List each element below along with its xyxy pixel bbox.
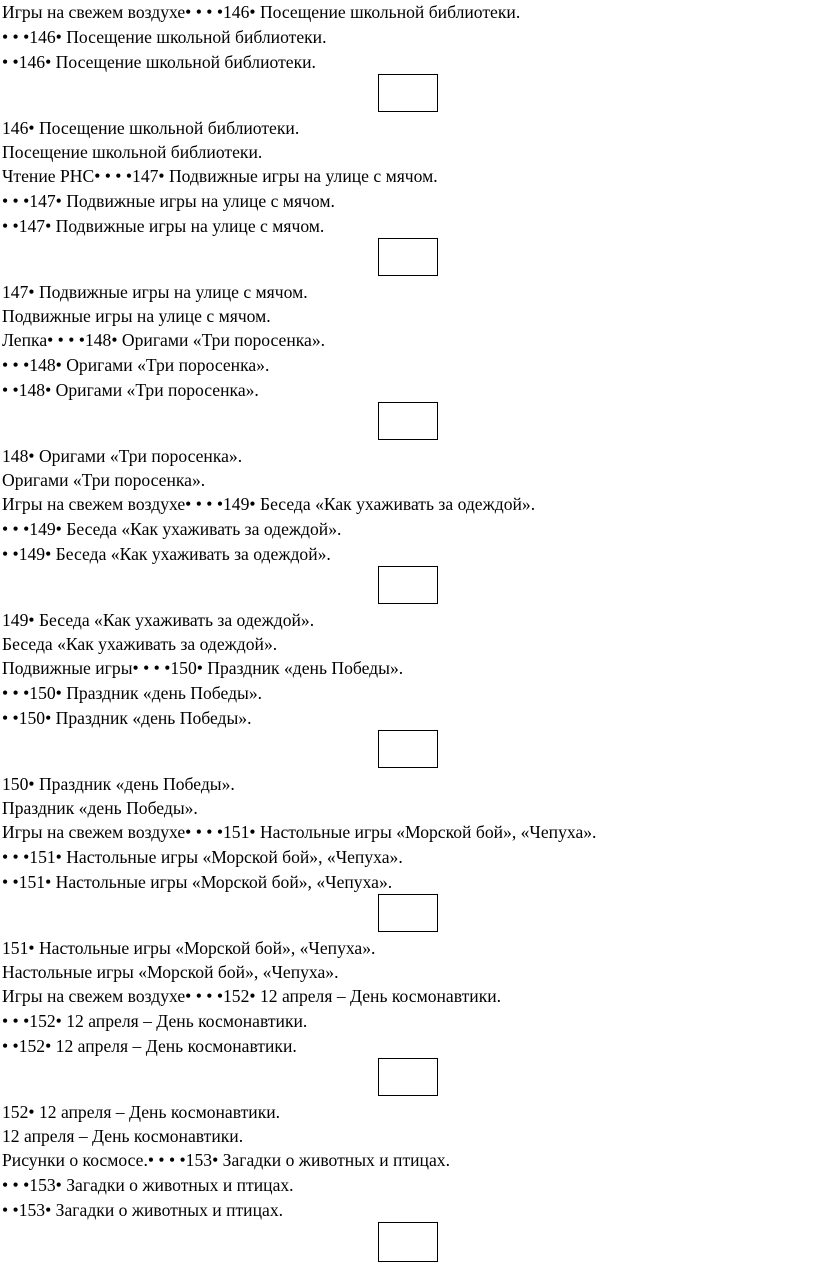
doc-block <box>2 118 814 288</box>
empty-box <box>378 566 438 604</box>
text-line: • • •147• Подвижные игры на улице с мячом. <box>2 191 335 211</box>
text-line: • • •149• Беседа «Как ухаживать за одеждой». <box>2 519 342 539</box>
doc-block <box>2 774 814 944</box>
text-line: 150• Праздник «день Победы». <box>2 774 235 794</box>
doc-block <box>2 0 814 124</box>
text-line: • • •152• 12 апреля – День космонавтики. <box>2 1011 308 1031</box>
text-line: Игры на свежем воздухе• • • •151• Настольные игры «Морской бой», «Чепуха». <box>2 822 597 842</box>
doc-block <box>2 938 814 1108</box>
empty-box <box>378 238 438 276</box>
empty-box <box>378 894 438 932</box>
doc-block <box>2 610 814 780</box>
text-line: Лепка• • • •148• Оригами «Три поросенка». <box>2 330 326 350</box>
text-line: • • •146• Посещение школьной библиотеки. <box>2 27 327 47</box>
text-line: Игры на свежем воздухе• • • •152• 12 апреля – День космонавтики. <box>2 986 502 1006</box>
text-line: Беседа «Как ухаживать за одеждой». <box>2 634 278 654</box>
empty-box <box>378 74 438 112</box>
text-line: Настольные игры «Морской бой», «Чепуха». <box>2 962 339 982</box>
text-line: Подвижные игры на улице с мячом. <box>2 306 271 326</box>
text-line: 149• Беседа «Как ухаживать за одеждой». <box>2 610 315 630</box>
document-page <box>2 0 814 1258</box>
text-line: Посещение школьной библиотеки. <box>2 142 263 162</box>
text-line: 146• Посещение школьной библиотеки. <box>2 118 300 138</box>
text-line: Чтение РНС• • • •147• Подвижные игры на улице с мячом. <box>2 166 438 186</box>
empty-box <box>378 402 438 440</box>
text-line: • • •153• Загадки о животных и птицах. <box>2 1175 294 1195</box>
empty-box <box>378 730 438 768</box>
text-line: Праздник «день Победы». <box>2 798 198 818</box>
doc-block <box>2 446 814 616</box>
text-line: Игры на свежем воздухе• • • •149• Беседа «Как ухаживать за одеждой». <box>2 494 536 514</box>
text-line: • •147• Подвижные игры на улице с мячом. <box>2 216 325 236</box>
text-line: Подвижные игры• • • •150• Праздник «день Победы». <box>2 658 404 678</box>
text-line: • •148• Оригами «Три поросенка». <box>2 380 259 400</box>
text-line: 151• Настольные игры «Морской бой», «Чепуха». <box>2 938 376 958</box>
text-line: • • •150• Праздник «день Победы». <box>2 683 263 703</box>
text-line: Оригами «Три поросенка». <box>2 470 206 490</box>
text-line: 147• Подвижные игры на улице с мячом. <box>2 282 308 302</box>
doc-block <box>2 282 814 452</box>
text-line: • •153• Загадки о животных и птицах. <box>2 1200 284 1220</box>
text-line: • •152• 12 апреля – День космонавтики. <box>2 1036 297 1056</box>
empty-box <box>378 1058 438 1096</box>
text-line: • •146• Посещение школьной библиотеки. <box>2 52 316 72</box>
text-line: 152• 12 апреля – День космонавтики. <box>2 1102 281 1122</box>
doc-block <box>2 1102 814 1258</box>
text-line: 12 апреля – День космонавтики. <box>2 1126 244 1146</box>
text-line: • • •148• Оригами «Три поросенка». <box>2 355 270 375</box>
text-line: Рисунки о космосе.• • • •153• Загадки о животных и птицах. <box>2 1150 450 1170</box>
text-line: • •149• Беседа «Как ухаживать за одеждой». <box>2 544 331 564</box>
text-line: Игры на свежем воздухе• • • •146• Посещение школьной библиотеки. <box>2 2 521 22</box>
text-line: • •150• Праздник «день Победы». <box>2 708 252 728</box>
empty-box <box>378 1222 438 1262</box>
text-line: • • •151• Настольные игры «Морской бой», «Чепуха». <box>2 847 403 867</box>
text-line: 148• Оригами «Три поросенка». <box>2 446 243 466</box>
text-line: • •151• Настольные игры «Морской бой», «Чепуха». <box>2 872 393 892</box>
